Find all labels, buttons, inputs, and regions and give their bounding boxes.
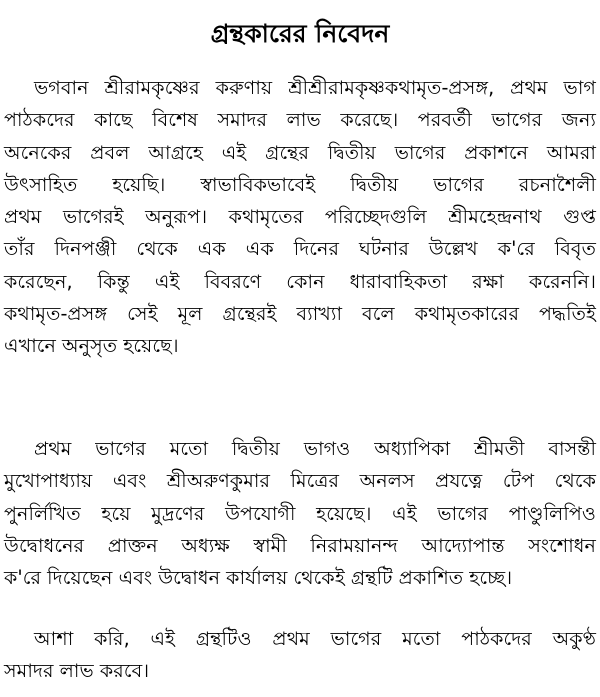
paragraph-line: উৎসাহিত হয়েছি। স্বাভাবিকভাবেই দ্বিতীয় ভাগের রচনাশৈলী	[4, 172, 596, 196]
paragraph-line: করেছেন, কিন্তু এই বিবরণে কোন ধারাবাহিকতা রক্ষা করেননি।	[4, 269, 596, 293]
paragraph-line: ভগবান শ্রীরামকৃষ্ণের করুণায় শ্রীশ্রীরামকৃষ্ণকথামৃত-প্রসঙ্গ, প্রথম ভাগ	[34, 76, 596, 99]
paragraph-line: এখানে অনুসৃত হয়েছে।	[4, 334, 179, 358]
paragraph-line: সমাদর লাভ করবে।	[4, 659, 150, 683]
paragraph-line: অনেকের প্রবল আগ্রহে এই গ্রন্থের দ্বিতীয় ভাগের প্রকাশনে আমরা	[4, 140, 596, 164]
paragraph-line: উদ্বোধনের প্রাক্তন অধ্যক্ষ স্বামী নিরাময়ানন্দ আদ্যোপান্ত সংশোধন	[4, 533, 596, 557]
paragraph-line: পুনর্লিখিত হয়ে মুদ্রণের উপযোগী হয়েছে। এই ভাগের পাণ্ডুলিপিও	[4, 501, 596, 525]
paragraph-line: প্রথম ভাগেরই অনুরূপ। কথামৃতের পরিচ্ছেদগুলি শ্রীমহেন্দ্রনাথ গুপ্ত	[4, 205, 596, 229]
paragraph-2	[4, 433, 596, 594]
paragraph-line: তাঁর দিনপঞ্জী থেকে এক এক দিনের ঘটনার উল্লেখ ক'রে বিবৃত	[4, 237, 596, 261]
paragraph-line: পাঠকদের কাছে বিশেষ সমাদর লাভ করেছে। পরবর্তী ভাগের জন্য	[4, 108, 596, 132]
paragraph-line: প্রথম ভাগের মতো দ্বিতীয় ভাগও অধ্যাপিকা শ্রীমতী বাসন্তী	[34, 437, 596, 460]
paragraph-line: মুখোপাধ্যায় এবং শ্রীঅরুণকুমার মিত্রের অনলস প্রযত্নে টেপ থেকে	[4, 469, 596, 493]
paragraph-line: কথামৃত-প্রসঙ্গ সেই মূল গ্রন্থেরই ব্যাখ্যা বলে কথামৃতকারের পদ্ধতিই	[4, 302, 596, 326]
paragraph-3	[4, 623, 596, 688]
paragraph-line: ক'রে দিয়েছেন এবং উদ্বোধন কার্যালয় থেকেই গ্রন্থটি প্রকাশিত হচ্ছে।	[4, 566, 513, 590]
paragraph-line: আশা করি, এই গ্রন্থটিও প্রথম ভাগের মতো পাঠকদের অকুণ্ঠ	[34, 627, 596, 650]
paragraph-1	[4, 72, 596, 363]
page-title: গ্রন্থকারের নিবেদন	[210, 19, 390, 48]
